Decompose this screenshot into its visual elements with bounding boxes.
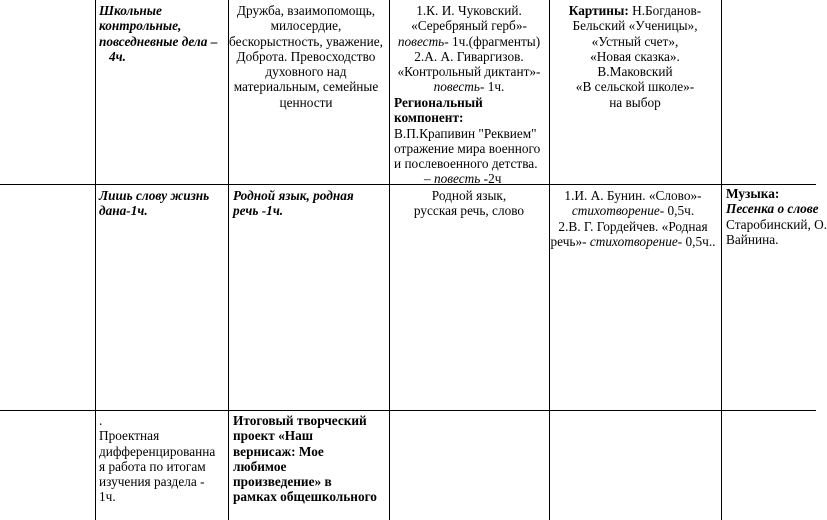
- row1-works-cell: 1.К. И. Чуковский. «Серебряный герб»- повесть- 1ч.(фрагменты) 2.А. А. Гиваргизов. «Контрольный диктант»- повесть- 1ч.: [397, 3, 541, 95]
- row2-music-cell: Музыка: Песенка о слове Старобинский, О. Вайнина.: [726, 186, 827, 247]
- row2-values-cell: Родной язык, русская речь, слово: [413, 188, 525, 219]
- row2-works-cell: 1.И. А. Бунин. «Слово»- стихотворение- 0,5ч. 2.В. Г. Гордейчев. «Родная речь»- стихотворение- 0,5ч..: [550, 188, 716, 249]
- grid-line-v0: [95, 0, 96, 520]
- row1-paintings-cell: Картины: Н.Богданов- Бельский «Ученицы», «Устный счет», «Новая сказка». В.Маковский «В сельской школе»- на выбор: [568, 3, 702, 110]
- row1-section-title: Школьные контрольные, повседневные дела – 4ч.: [99, 3, 218, 64]
- row1-regional-component: Региональный компонент: В.П.Крапивин "Реквием" отражение мира военного и послевоенного детства. – повесть -2ч: [394, 95, 541, 187]
- row1-values-cell: Дружба, взаимопомощь, милосердие, бескорыстность, уважение, Доброта. Превосходство духовного над материальным, семейные ценности: [229, 3, 383, 110]
- grid-line-v4: [721, 0, 722, 520]
- row2-topic-cell: Родной язык, родная речь -1ч.: [233, 188, 354, 219]
- row3-project-work-cell: . Проектная дифференцированна я работа по итогам изучения раздела - 1ч.: [99, 413, 216, 505]
- row3-final-project-cell: Итоговый творческий проект «Наш вернисаж: Мое любимое произведение» в рамках общешкольного: [233, 413, 377, 505]
- grid-line-h2: [0, 410, 816, 411]
- row2-section-title: Лишь слову жизнь дана-1ч.: [99, 188, 210, 219]
